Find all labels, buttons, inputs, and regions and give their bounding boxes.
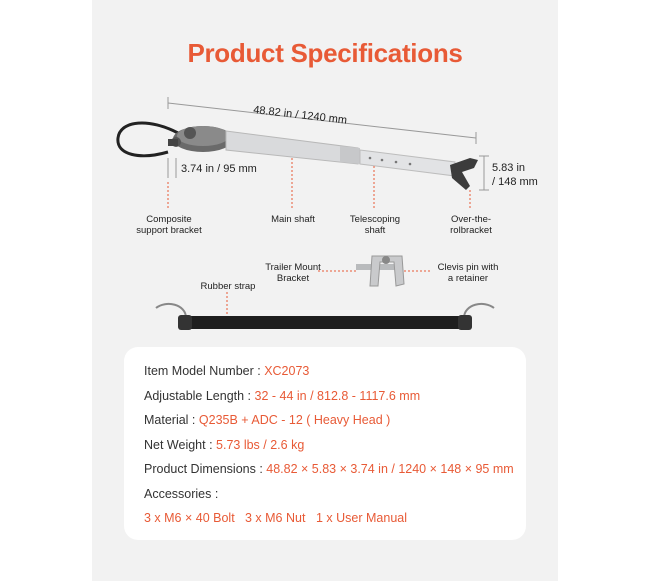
spec-value: 5.73 lbs / 2.6 kg <box>216 438 305 452</box>
spec-label: Net Weight : <box>144 438 217 452</box>
spec-label: Item Model Number : <box>144 364 265 378</box>
spec-row-model <box>144 364 309 378</box>
spec-row-length <box>144 389 420 403</box>
trailer-mount-bracket-label: Trailer Mount Bracket <box>265 262 321 284</box>
telescoping-shaft-label: Telescoping shaft <box>349 214 401 236</box>
telescoping-shaft-graphic <box>360 150 455 176</box>
composite-bracket-graphic <box>168 126 233 152</box>
spec-label: Adjustable Length : <box>144 389 255 403</box>
spec-row-weight <box>144 438 304 452</box>
page-title: Product Specifications <box>187 38 463 68</box>
spec-row-dimensions <box>144 462 514 476</box>
spec-value: Q235B + ADC - 12 ( Heavy Head ) <box>198 413 391 427</box>
spec-value: 32 - 44 in / 812.8 - 1117.6 mm <box>254 389 421 403</box>
spec-value: 48.82 × 5.83 × 3.74 in / 1240 × 148 × 95 mm <box>266 462 514 476</box>
length-dimension-label: 48.82 in / 1240 mm <box>252 104 348 127</box>
height-dimension-label: 5.83 in / 148 mm <box>492 162 538 188</box>
spec-label: Accessories : <box>144 487 219 501</box>
width-dimension-label: 3.74 in / 95 mm <box>181 163 257 175</box>
width-dimension-line <box>168 158 176 178</box>
spec-value: XC2073 <box>264 364 310 378</box>
roll-bracket-label: Over-the- rolbracket <box>450 214 492 236</box>
clevis-pin-label: Clevis pin with a retainer <box>437 262 499 284</box>
accessory-item: 3 x M6 Nut <box>245 511 306 525</box>
accessory-item: 3 x M6 × 40 Bolt <box>144 511 235 525</box>
spec-row-accessories <box>144 487 218 501</box>
spec-label: Material : <box>144 413 199 427</box>
height-dimension-line <box>479 156 489 190</box>
composite-bracket-label: Composite support bracket <box>136 214 202 236</box>
spec-row-material <box>144 413 390 427</box>
trailer-mount-bracket-graphic <box>356 256 404 286</box>
main-shaft-label: Main shaft <box>271 214 315 225</box>
accessory-item: 1 x User Manual <box>316 511 408 525</box>
rubber-strap-graphic <box>156 304 494 330</box>
spec-label: Product Dimensions : <box>144 462 267 476</box>
rubber-strap-label: Rubber strap <box>200 281 256 292</box>
